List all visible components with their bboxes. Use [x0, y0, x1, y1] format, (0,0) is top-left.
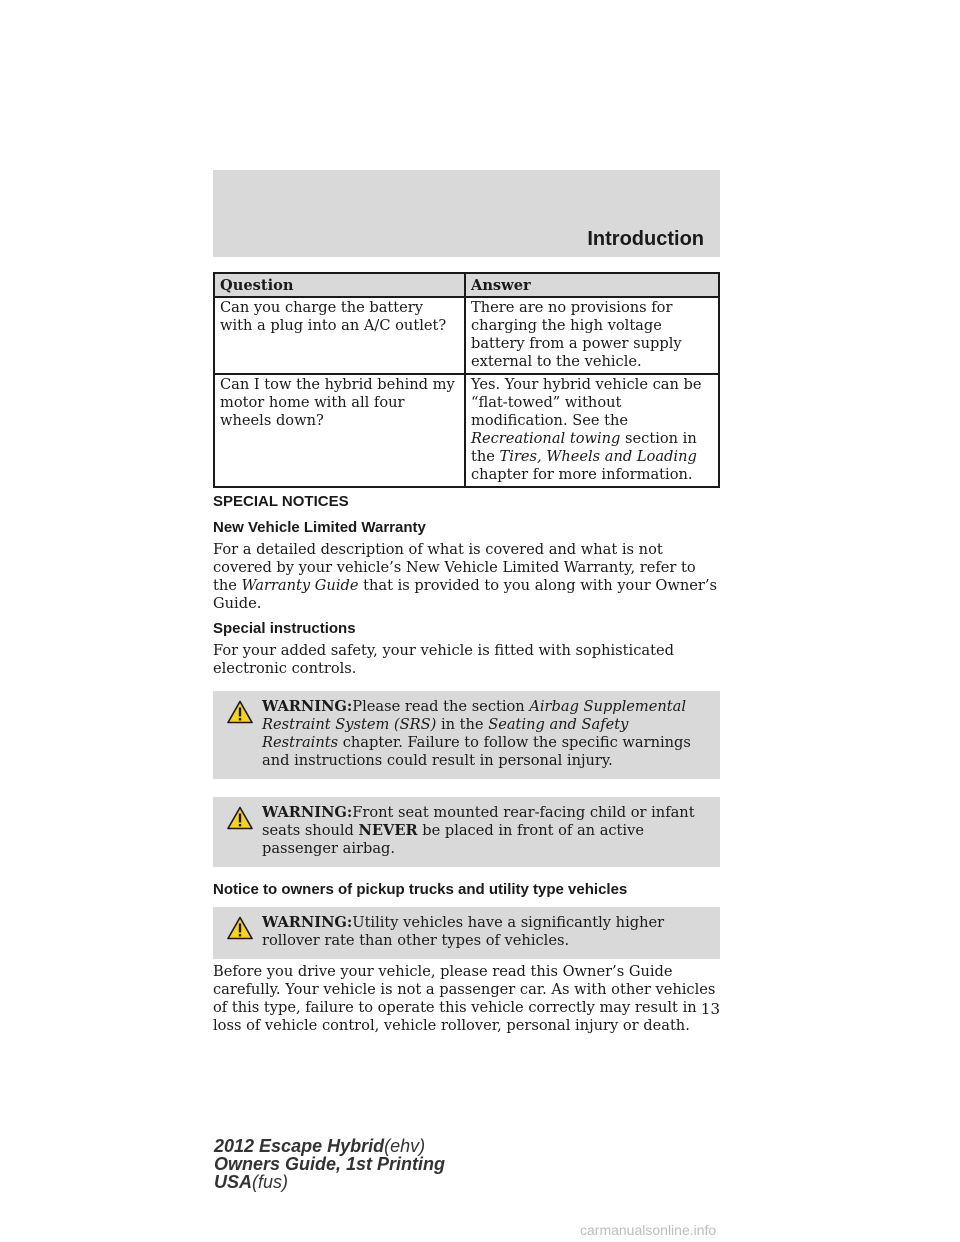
- warning-text-part: chapter. Failure to follow the specific warnings and instructions could result in personal injury.: [262, 734, 691, 769]
- answer-text: chapter for more information.: [471, 466, 693, 483]
- warning-text-part: Utility vehicles have a significantly higher rollover rate than other types of vehicles.: [262, 914, 665, 949]
- qa-answer-cell: [465, 374, 719, 487]
- warning-triangle-icon: [227, 916, 253, 940]
- notice-heading: Notice to owners of pickup trucks and utility type vehicles: [213, 881, 628, 898]
- warranty-guide-ref: Warranty Guide: [241, 577, 359, 594]
- warranty-heading: New Vehicle Limited Warranty: [213, 519, 426, 536]
- special-notices-heading: SPECIAL NOTICES: [213, 493, 349, 510]
- special-instructions-heading: Special instructions: [213, 620, 356, 637]
- footer-model: 2012 Escape Hybrid: [214, 1136, 385, 1156]
- footer-line-2: [214, 1155, 445, 1173]
- qa-table: [213, 272, 720, 488]
- page-number: 13: [700, 1000, 720, 1018]
- warning-label: WARNING:: [262, 698, 353, 715]
- never-emphasis: NEVER: [358, 822, 418, 839]
- section-header-band: [213, 170, 720, 257]
- warning-triangle-icon: [227, 700, 253, 724]
- qa-question-cell: Can I tow the hybrid behind my motor home with all four wheels down?: [214, 374, 465, 487]
- footer-line-3: [214, 1173, 445, 1191]
- warning-text-part: be placed in front of an active passenger airbag.: [262, 822, 644, 857]
- footer-market-code: (fus): [252, 1172, 289, 1192]
- section-title: Introduction: [587, 228, 704, 250]
- warning-label: WARNING:: [262, 914, 353, 931]
- footer-line-1: [214, 1137, 445, 1155]
- warning-triangle-icon: [227, 806, 253, 830]
- qa-table-header-row: [214, 273, 719, 297]
- footer-model-code: (ehv): [384, 1136, 426, 1156]
- qa-question-cell: Can you charge the battery with a plug into an A/C outlet?: [214, 297, 465, 374]
- qa-header-question: Question: [214, 273, 465, 297]
- warning-box-child-seat: [213, 797, 720, 867]
- warning-label: WARNING:: [262, 804, 353, 821]
- closing-paragraph: Before you drive your vehicle, please read this Owner’s Guide carefully. Your vehicle is not a passenger car. As with other vehicles of this type, failure to operate this vehicle correctly may result in loss of vehicle control, vehicle rollover, personal injury or death.: [213, 963, 716, 1034]
- qa-header-answer: Answer: [465, 273, 719, 297]
- seating-safety-ref: Seating and Safety Restraints: [262, 716, 629, 751]
- warning-text-part: Please read the section: [352, 698, 530, 715]
- table-row: [214, 374, 719, 487]
- page-content: [213, 272, 720, 1035]
- tires-wheels-loading-ref: Tires, Wheels and Loading: [499, 448, 697, 465]
- special-instructions-paragraph: For your added safety, your vehicle is fitted with sophisticated electronic controls.: [213, 642, 674, 677]
- warranty-text: that is provided to you along with your Owner’s Guide.: [213, 577, 717, 612]
- recreational-towing-ref: Recreational towing: [471, 430, 621, 447]
- table-row: [214, 297, 719, 374]
- warning-text-part: in the: [436, 716, 489, 733]
- warning-text: [220, 804, 704, 858]
- warranty-paragraph: [213, 541, 720, 613]
- print-footer: [214, 1137, 445, 1191]
- footer-market: USA: [214, 1172, 253, 1192]
- warranty-text: For a detailed description of what is covered and what is not covered by your vehicle’s New Vehicle Limited Warranty, refer to the: [213, 541, 696, 594]
- qa-answer-cell: There are no provisions for charging the high voltage battery from a power supply external to the vehicle.: [465, 297, 719, 374]
- watermark-link[interactable]: carmanualsonline.info: [580, 1222, 717, 1238]
- footer-printing: Owners Guide, 1st Printing: [214, 1154, 446, 1174]
- airbag-srs-ref: Airbag Supplemental Restraint System (SRS): [262, 698, 687, 733]
- warning-text: [220, 914, 704, 950]
- warning-text: [220, 698, 704, 770]
- warning-box-rollover: [213, 907, 720, 959]
- warning-text-part: Front seat mounted rear-facing child or infant seats should: [262, 804, 695, 839]
- answer-text: section in the: [471, 430, 697, 465]
- warning-box-airbag: [213, 691, 720, 779]
- answer-text: Yes. Your hybrid vehicle can be “flat-towed” without modification. See the: [471, 376, 702, 429]
